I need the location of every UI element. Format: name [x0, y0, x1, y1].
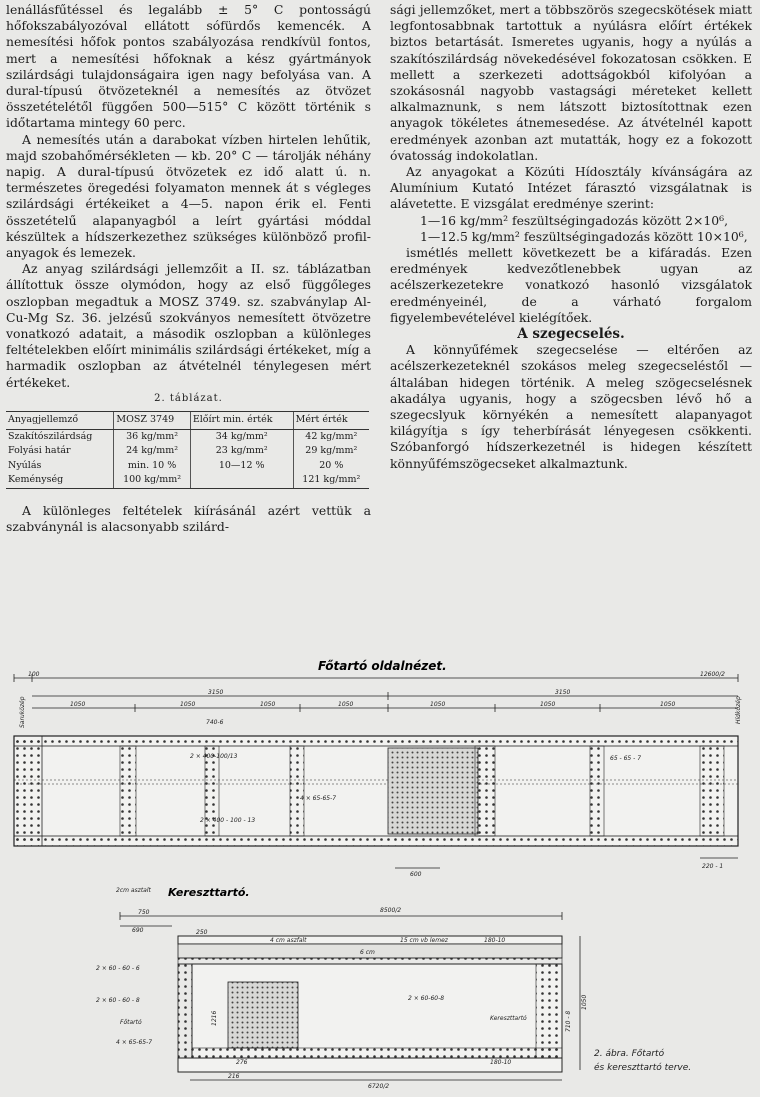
cross-label: 15 cm vb lemez [400, 937, 448, 944]
cross-label: 4 cm aszfalt [270, 937, 307, 944]
cross-label: 2 × 60 - 60 - 8 [96, 997, 140, 1004]
table-header-cell: Előírt min. érték [190, 412, 293, 430]
table-row [6, 459, 369, 474]
dim-label: 1050 [260, 701, 276, 708]
cross-label: 4 × 65-65-7 [116, 1039, 153, 1046]
paragraph-szilardsagi-jellemzok: sági jellemzőket, mert a többszörös szegecskötések miatt legfontosabbnak tartottuk a nyúlásra előírt értékek biztos betartását. Ismeretes ugyanis, hogy a nyúlás a szakítószilárdság növekedésével fokozatosan csökken. E mellett a szerkezeti adottságokból kifolyóan a szokásosnál nagyobb vastagsági méreteket kellett alkalmaznunk, s nem látszott biztosítottnak ezen anyagok tökéletes átnemesedése. Az átvételnél kapott eredmények azonban azt mutatták, hogy ez a fokozott óvatosság indokolatlan. [390, 2, 752, 163]
figure-caption-line1: 2. ábra. Főtartó [594, 1049, 665, 1059]
paragraph-kulonleges-feltetelek: A különleges feltételek kiírásánál azért vettük a szabványnál is alacsonyabb szilárd- [6, 502, 371, 534]
table-cell: Folyási határ [8, 445, 71, 457]
paragraph-szegecseles: A könnyűfémek szegecselése — eltérően az acélszerkezeteknél szokásos meleg szegecseléstől — általában hidegen történik. A meleg szögecselésnek akadálya ugyanis, hogy a szögecsben lévő hő a szegecslyuk környékén a nemesített alapanyagot kilágyítja s így teherbírását lényegesen csökkenti. Szóbanforgó hídszerkezetnél is hidegen készített könnyűfémszögecseket alkalmaztunk. [390, 342, 752, 471]
paragraph-farasztas: Az anyagokat a Közúti Hídosztály kívánságára az Alumínium Kutató Intézet fárasztó vizsgálatnak is alávetette. E vizsgálat eredménye szerint: [390, 164, 752, 212]
table-header-cell: Mért érték [293, 412, 369, 430]
cross-girder-elevation [178, 936, 562, 1072]
dim-label: 1050 [180, 701, 196, 708]
dim-label: 1050 [338, 701, 354, 708]
dim-label: 12600/2 [700, 671, 725, 678]
table-cell: 29 kg/mm² [293, 444, 369, 459]
section-label: 2 × 400 - 100 - 13 [200, 817, 256, 824]
bridge-center-label: Hídközép [735, 696, 742, 724]
section-heading-szegecseles: A szegecselés. [517, 326, 625, 343]
section-label: 2 × 400-100/13 [190, 753, 238, 760]
table-cell: 24 kg/mm² [114, 444, 190, 459]
fatigue-formula-2: 1—12.5 kg/mm² feszültségingadozás között 10×10⁶, [420, 228, 748, 244]
fatigue-formula-1: 1—16 kg/mm² feszültségingadozás között 2×10⁶, [420, 212, 729, 228]
dim-label: 100 [28, 671, 40, 678]
cross-label: 2 × 60-60-8 [408, 995, 445, 1002]
dim-label: 750 [138, 909, 150, 916]
cross-label: 6720/2 [368, 1083, 390, 1090]
cross-label: Kereszttartó [490, 1015, 527, 1022]
cross-label: 276 [236, 1059, 248, 1066]
section-label: 4 × 65-65-7 [300, 795, 337, 802]
paragraph-lehutes: A nemesítés után a darabokat vízben hirtelen lehűtik, majd szobahőmérsékleten — kb. 20° C — tárolják néhány napig. A dural-típusú ötvözetek ez idő alatt ú. n. természetes öregedési folyamaton mennek át s végleges szilárdsági értékeiket a 4—5. napon érik el. Fenti összetételű alapanyagból a leírt gyártási móddal készültek a hídszerkezethez szükséges különböző profil-anyagok és lemezek. [6, 131, 371, 261]
dim-label: 1050 [540, 701, 556, 708]
main-girder-title: Főtartó oldalnézet. [318, 659, 447, 673]
cross-label: 180-10 [484, 937, 506, 944]
section-label: 65 - 65 - 7 [610, 755, 642, 762]
table-cell: Szakítószilárdság [8, 430, 93, 442]
dim-label: 690 [132, 927, 144, 934]
left-text-column [6, 2, 371, 535]
section-label: 740-6 [206, 719, 224, 726]
table-header-cell: Anyagjellemző [6, 412, 114, 430]
cross-label: 710 - 8 [565, 1010, 572, 1032]
table-header-cell: MOSZ 3749 [114, 412, 190, 430]
table-cell: Keménység [6, 473, 114, 488]
paragraph-kifaradas: ismétlés mellett következett be a kifáradás. Ezen eredmények kedvezőtlenebbek ugyan az acélszerkezetekre vonatkozó hasonló vizsgálatok eredményeinél, de a várható forgalom figyelembevételével kielégítőek. [390, 245, 752, 325]
cross-label: Főtartó [120, 1019, 142, 1026]
cross-label: 1050 [581, 994, 588, 1010]
table-cell: 34 kg/mm² [190, 429, 293, 444]
dim-label: 1050 [430, 701, 446, 708]
table-header-row [6, 412, 369, 430]
bearing-center-label: Saruközép [19, 696, 26, 728]
cross-label: 180-10 [490, 1059, 512, 1066]
table-cell: min. 10 % [114, 459, 190, 474]
table-cell: Nyúlás [8, 459, 42, 471]
dim-label: 250 [196, 929, 208, 936]
top-dimension-line [14, 674, 738, 712]
dim-label: 2cm asztalt [116, 887, 151, 894]
table-caption: 2. táblázat. [154, 392, 223, 404]
table-row [6, 473, 369, 488]
main-girder-elevation [14, 736, 738, 846]
dim-label: 3150 [208, 689, 224, 696]
bottom-dimension-line [395, 858, 738, 868]
cross-label: 2 × 60 - 60 - 6 [96, 965, 140, 972]
table-cell: 121 kg/mm² [293, 473, 369, 488]
right-text-column [390, 2, 752, 472]
paragraph-tablazat-leiras: Az anyag szilárdsági jellemzőit a II. sz. táblázatban állítottuk össze olymódon, hogy az első függőleges oszlopban megadtuk a MOSZ 3749. sz. szabványlap Al-Cu-Mg Sz. 36. jelzésű szokványos nemesített ötvözetre vonatkozó adatait, a második oszlopban a különleges feltételekben előírt minimális szilárdsági értékeket, míg a harmadik oszlopban az átvételnél ténylegesen mért értékeket. [6, 261, 371, 390]
table-cell: 20 % [293, 459, 369, 474]
paragraph-nemesites-kemence: lenállásfűtéssel és legalább ± 5° C pontosságú hőfokszabályozóval ellátott sófürdős kemencék. A nemesítési hőfok pontos szabályozása rendkívül fontos, mert a nemesítési hőfoknak a kész gyártmányok szilárdsági tulajdonságaira igen nagy befolyása van. A dural-típusú ötvözeteknél a nemesítés az ötvözet összetételétől függően 500—515° C között történik s időtartama mintegy 60 perc. [6, 2, 371, 131]
girder-drawing [0, 640, 760, 1097]
table-cell: 100 kg/mm² [114, 473, 190, 488]
table-cell: 23 kg/mm² [190, 444, 293, 459]
dim-label: 8500/2 [380, 907, 402, 914]
dim-label: 3150 [555, 689, 571, 696]
table-row [6, 444, 369, 459]
dim-label: 220 - 1 [702, 863, 724, 870]
cross-label: 1216 [211, 1010, 218, 1026]
material-properties-table [6, 411, 369, 489]
dim-label: 600 [410, 871, 422, 878]
table-cell: 42 kg/mm² [293, 429, 369, 444]
cross-girder-title: Kereszttartó. [168, 886, 250, 899]
dim-label: 1050 [660, 701, 676, 708]
table-cell: 36 kg/mm² [114, 429, 190, 444]
cross-label: 6 cm [360, 949, 375, 956]
dim-label: 1050 [70, 701, 86, 708]
table-row [6, 429, 369, 444]
table-cell [190, 473, 293, 488]
figure-caption-line2: és kereszttartó terve. [594, 1063, 692, 1073]
table-cell: 10—12 % [190, 459, 293, 474]
cross-label: 216 [228, 1073, 240, 1080]
